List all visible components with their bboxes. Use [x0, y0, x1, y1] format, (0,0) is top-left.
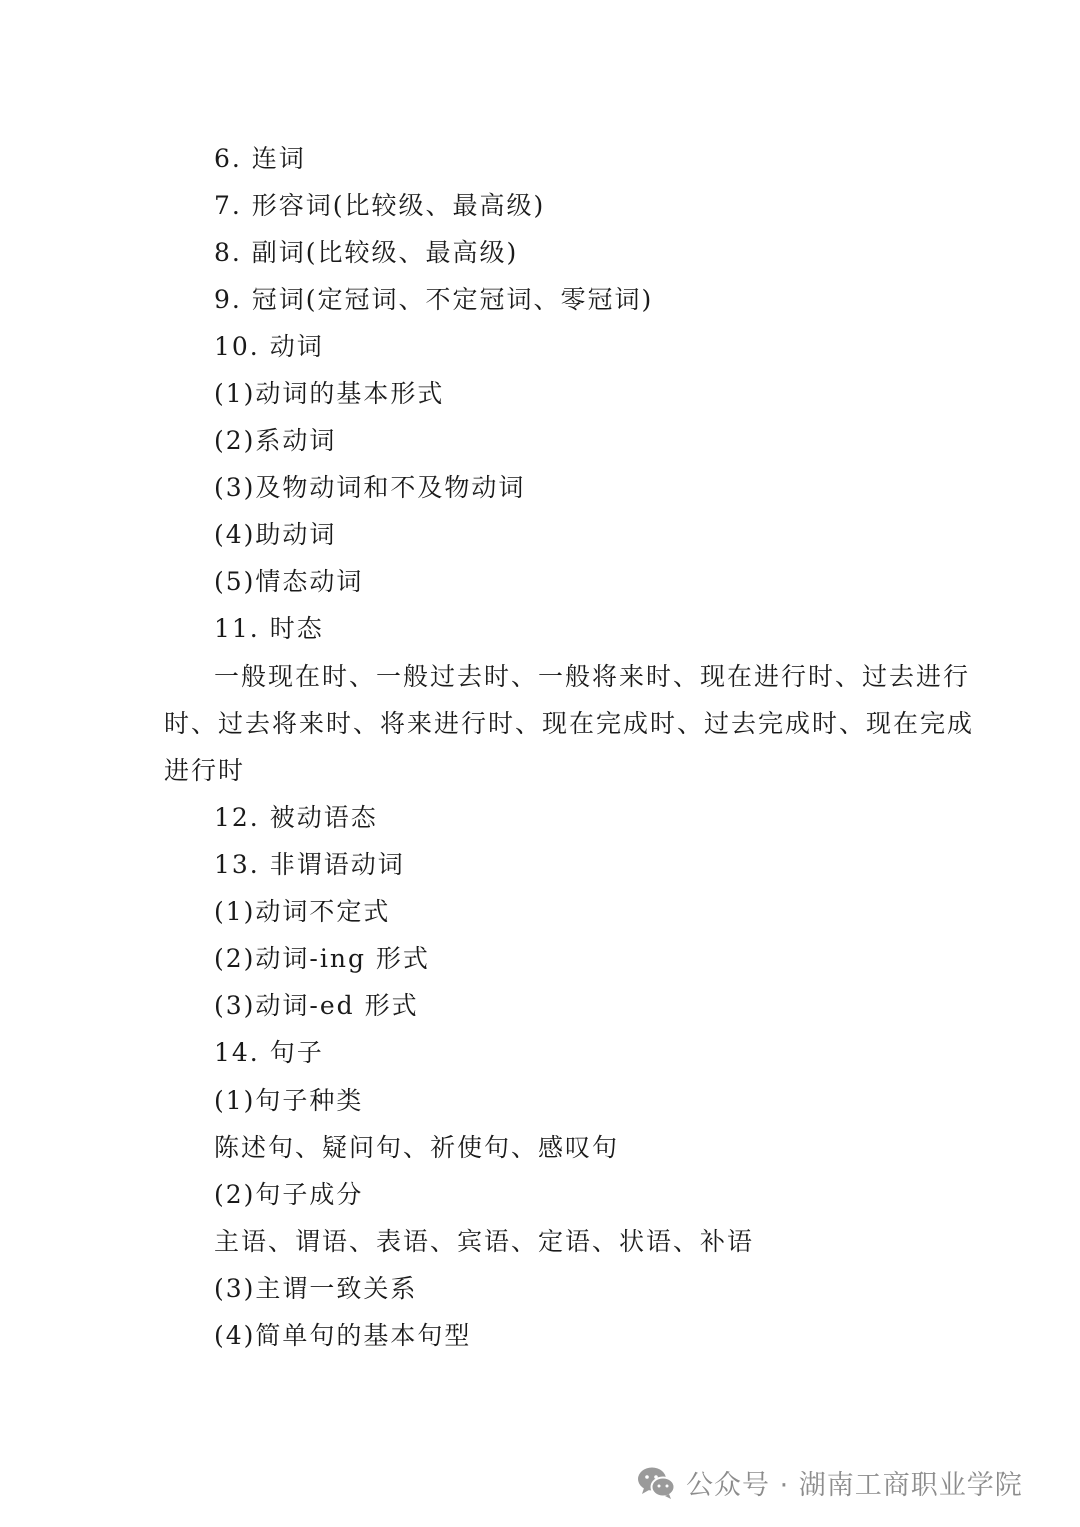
text-line: (1)句子种类 [214, 1086, 364, 1115]
text-line: 10. 动词 [214, 332, 324, 361]
text-line: (3)及物动词和不及物动词 [214, 473, 526, 502]
text-line: 7. 形容词(比较级、最高级) [214, 191, 546, 220]
text-line: 11. 时态 [214, 614, 324, 643]
text-line: 6. 连词 [214, 144, 306, 173]
text-line: 陈述句、疑问句、祈使句、感叹句 [214, 1133, 620, 1162]
text-line: (1)动词不定式 [214, 897, 391, 926]
text-line: (3)主谓一致关系 [214, 1274, 418, 1303]
text-line: 8. 副词(比较级、最高级) [214, 238, 519, 267]
text-line: (5)情态动词 [214, 567, 364, 596]
text-line: (2)句子成分 [214, 1180, 364, 1209]
text-line: 一般现在时、一般过去时、一般将来时、现在进行时、过去进行 [214, 662, 971, 691]
text-line: 时、过去将来时、将来进行时、现在完成时、过去完成时、现在完成 [164, 709, 975, 738]
wechat-icon [636, 1465, 676, 1501]
text-line: (2)动词-ing 形式 [214, 944, 430, 973]
text-line: (4)简单句的基本句型 [214, 1321, 472, 1350]
text-line: (4)助动词 [214, 520, 337, 549]
text-line: (3)动词-ed 形式 [214, 991, 419, 1020]
watermark [636, 1463, 1023, 1502]
text-line: 主语、谓语、表语、宾语、定语、状语、补语 [214, 1227, 755, 1256]
text-line: 13. 非谓语动词 [214, 850, 405, 879]
text-line: 12. 被动语态 [214, 803, 378, 832]
text-line: 进行时 [164, 756, 246, 785]
text-line: (1)动词的基本形式 [214, 379, 445, 408]
text-line: (2)系动词 [214, 426, 337, 455]
text-line: 14. 句子 [214, 1038, 324, 1067]
text-line: 9. 冠词(定冠词、不定冠词、零冠词) [214, 285, 654, 314]
watermark-text: 公众号 · 湖南工商职业学院 [686, 1470, 1023, 1501]
